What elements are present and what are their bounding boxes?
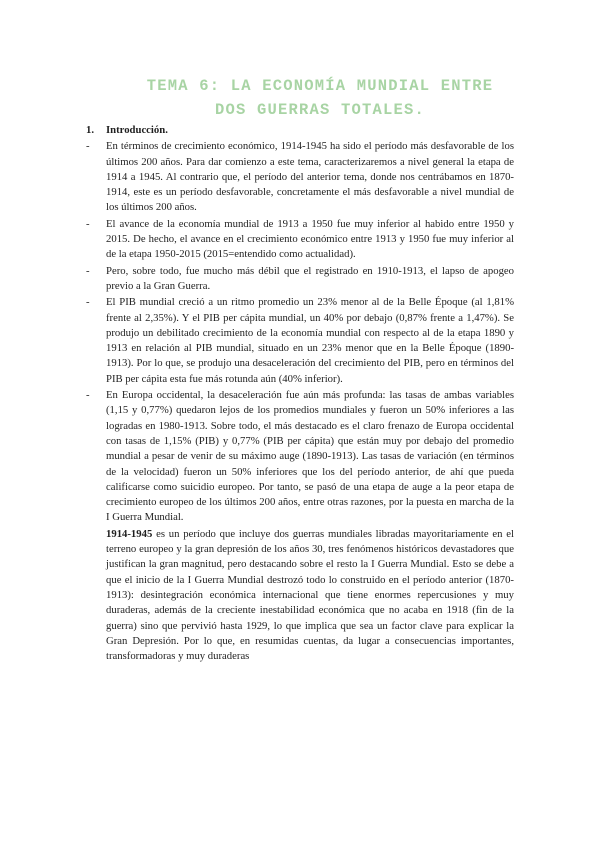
section-title: Introducción. (106, 124, 168, 136)
bullet-dash: - (86, 140, 90, 153)
list-item (86, 264, 514, 295)
closing-text: es un período que incluye dos guerras mundiales libradas mayoritariamente en el terreno europeo y la gran depresión de los años 30, tres fenómenos históricos devastadores que justifican la gran magnitud, pero destacando sobre el resto la I Guerra Mundial. Esto se debe a que el inicio de la I Guerra Mundial destrozó todo lo construido en el período anterior (1870-1913): desintegración económica internacional que tiene enormes repercusiones y muy duraderas, además de la creciente inestabilidad económica que no acaba en 1918 (fin de la guerra) sino que pervivió hasta 1929, lo que implica que sea un factor clave para explicar la Gran Depresión. Por lo que, en resumidas cuentas, da lugar a consecuencias importantes, transformadoras y muy duraderas (106, 527, 514, 663)
title-line-1: TEMA 6: LA ECONOMÍA MUNDIAL ENTRE (146, 77, 494, 95)
title-line-2: DOS GUERRAS TOTALES. (214, 101, 426, 119)
list-item-text: En términos de crecimiento económico, 1914-1945 ha sido el período más desfavorable de los últimos 200 años. Para dar comienzo a este tema, caracterizaremos a nivel general la etapa de 1914 a 1945. Al contrario que, el período del anterior tema, donde nos centrábamos en 1870-1914, este es un período desfavorable, concretamente el más desfavorable a nivel mundial de los últimos 200 años. (106, 140, 514, 214)
page-title (100, 74, 540, 122)
bullet-dash: - (86, 389, 90, 402)
list-item-text: En Europa occidental, la desaceleración fue aún más profunda: las tasas de ambas variables (1,15 y 0,77%) quedaron lejos de los promedios mundiales y fueron un 50% inferiores a las logradas en 1980-1913. Sobre todo, el más destacado es el claro frenazo de Europa occidental con tasas de 1,15% (PIB) y 0,77% (PIB per cápita) que están muy por debajo del promedio mundial a pesar de venir de su máximo auge (1890-1913). Las tasas de variación (en términos de la velocidad) fueron un 50% inferiores que los del período anterior, de ahí que pueda calificarse como suicidio europeo. Por tanto, se pasó de una etapa de auge a la peor etapa de crecimiento europeo de los últimos 200 años, entre otras razones, por la puesta en marcha de la I Guerra Mundial. (106, 389, 514, 524)
list-item-text: El PIB mundial creció a un ritmo promedio un 23% menor al de la Belle Époque (al 1,81% frente al 2,35%). Y el PIB per cápita mundial, un 40% por debajo (0,87% frente a 1,47%). Se produjo un debilitado crecimiento de la economía mundial con respecto al de la etapa 1890 y 1913 en relación al PIB mundial, situado en un 23% menor que en la Belle Époque (1890-1913). Por lo que, se produjo una desaceleración del crecimiento del PIB, pero en términos del PIB per cápita esta fue más rotunda aún (40% inferior). (106, 296, 514, 385)
bullet-dash: - (86, 296, 90, 309)
document-body (86, 123, 514, 664)
list-item (86, 217, 514, 263)
list-item (86, 139, 514, 215)
list-item-text: El avance de la economía mundial de 1913 a 1950 fue muy inferior al habido entre 1950 y 2015. De hecho, el avance en el crecimiento económico entre 1913 y 1950 fue muy inferior al de la etapa 1950-2015 (2015=entendido como actualidad). (106, 217, 514, 261)
closing-lead: 1914-1945 (106, 527, 153, 540)
section-number: 1. (86, 124, 95, 136)
bullet-dash: - (86, 264, 90, 277)
bullet-dash: - (86, 217, 90, 230)
list-item (86, 388, 514, 526)
list-item (86, 295, 514, 387)
section-heading (86, 123, 514, 138)
list-item-text: Pero, sobre todo, fue mucho más débil que el registrado en 1910-1913, el lapso de apogeo previo a la Gran Guerra. (106, 264, 514, 292)
closing-paragraph (86, 527, 514, 665)
